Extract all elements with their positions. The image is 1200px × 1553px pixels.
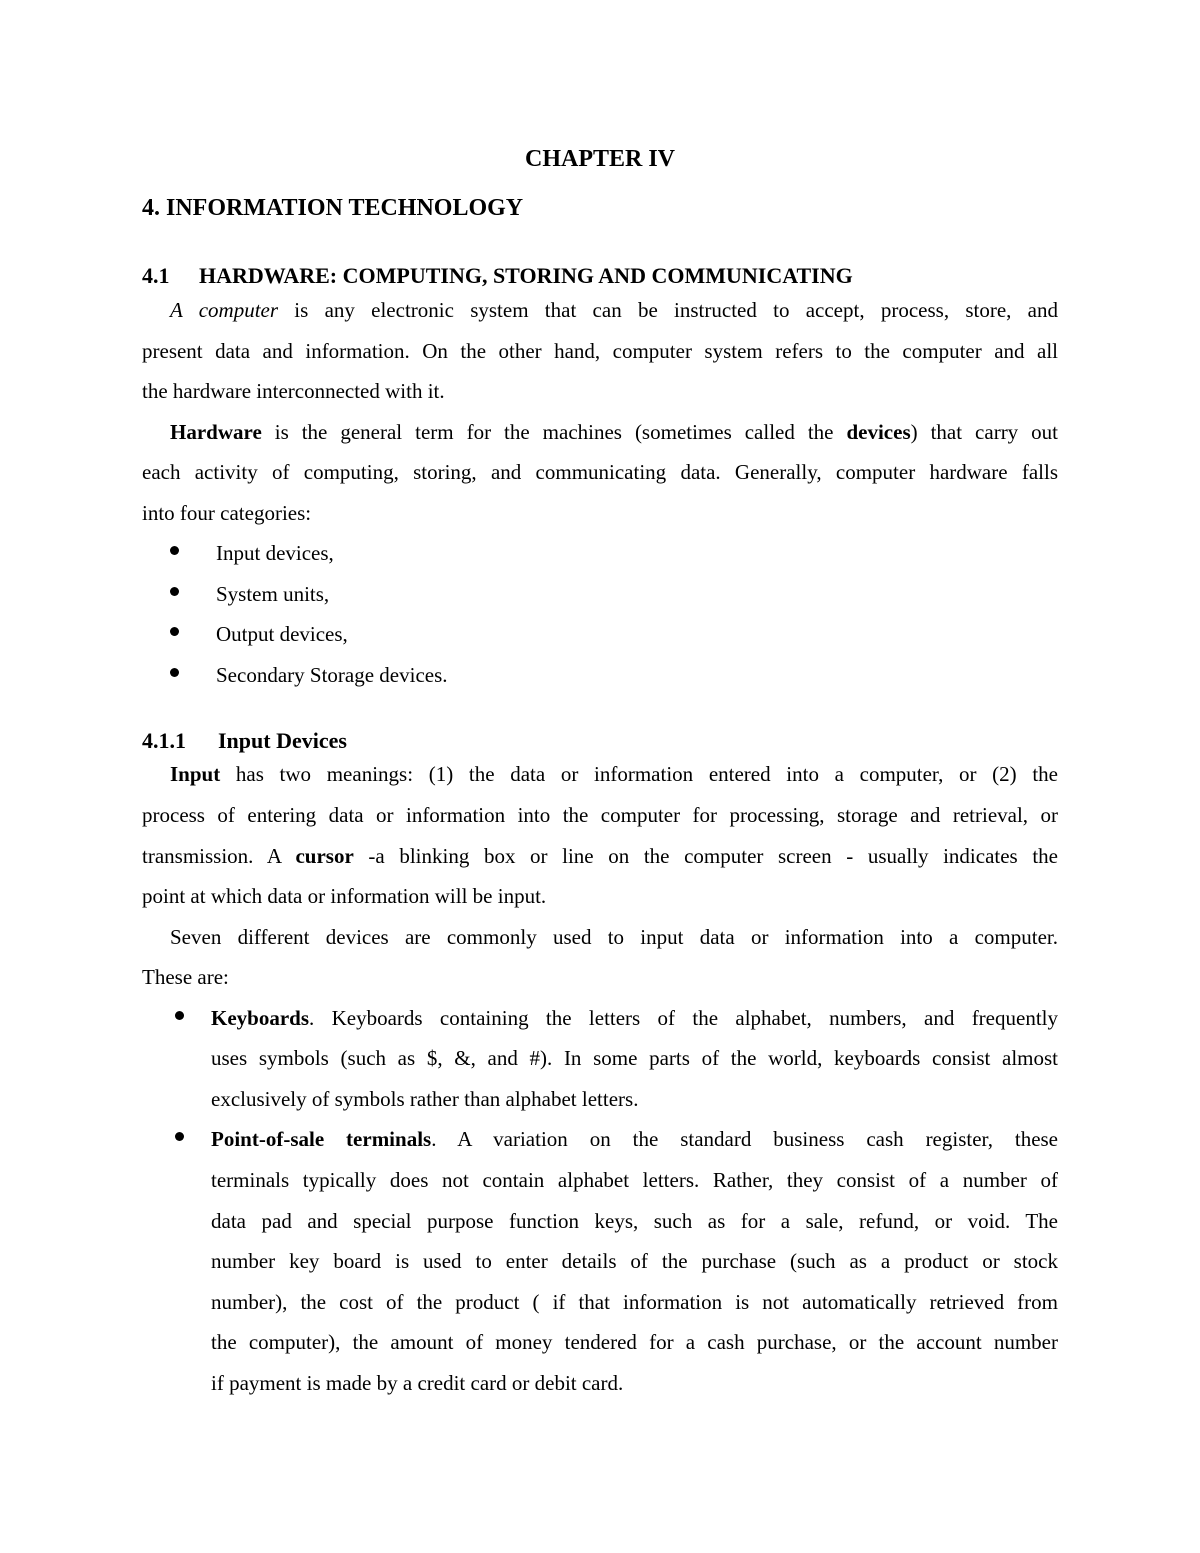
- paragraph-line: [170, 419, 1058, 445]
- bullet-icon: [175, 1011, 184, 1020]
- list-item: System units,: [216, 582, 330, 606]
- text-span: is the general term for the machines (sometimes called the: [261, 420, 847, 444]
- list-item-line: uses symbols (such as $, &, and #). In some parts of the world, keyboards consist almost: [211, 1046, 1058, 1070]
- bullet-icon: [170, 668, 179, 677]
- term-italic: A computer: [170, 298, 279, 322]
- section-number: 4.1: [142, 263, 170, 288]
- list-item-line: number), the cost of the product ( if that information is not automatically retrieved from: [211, 1290, 1058, 1314]
- term-bold: Hardware: [170, 420, 262, 444]
- term-bold: devices: [846, 420, 911, 444]
- list-item: Secondary Storage devices.: [216, 663, 448, 687]
- list-item: [211, 1126, 1058, 1152]
- list-item-line: number key board is used to enter details of the purchase (such as a product or stock: [211, 1249, 1058, 1273]
- list-item: Output devices,: [216, 622, 348, 646]
- list-item-line: if payment is made by a credit card or debit card.: [211, 1371, 624, 1395]
- text-span: is any electronic system that can be instructed to accept, process, store, and: [278, 298, 1058, 322]
- list-item-line: the computer), the amount of money tendered for a cash purchase, or the account number: [211, 1330, 1058, 1354]
- text-span: transmission. A: [142, 844, 296, 868]
- paragraph-line: [170, 761, 1058, 787]
- paragraph-line: [170, 297, 1058, 323]
- section-title: HARDWARE: COMPUTING, STORING AND COMMUNICATING: [199, 263, 853, 288]
- text-span: has two meanings: (1) the data or information entered into a computer, or (2) the: [220, 762, 1058, 786]
- text-span: . A variation on the standard business cash register, these: [431, 1127, 1059, 1151]
- paragraph-line: These are:: [142, 965, 229, 989]
- section-number: 4.1.1: [142, 728, 186, 753]
- text-span: -a blinking box or line on the computer screen - usually indicates the: [353, 844, 1058, 868]
- main-heading: 4. INFORMATION TECHNOLOGY: [142, 195, 524, 221]
- term-bold: Point-of-sale terminals: [211, 1127, 432, 1151]
- paragraph-line: the hardware interconnected with it.: [142, 379, 445, 403]
- list-item: [211, 1005, 1058, 1031]
- list-item-line: terminals typically does not contain alphabet letters. Rather, they consist of a number of: [211, 1168, 1058, 1192]
- bullet-icon: [175, 1132, 184, 1141]
- section-heading-4-1-1: [142, 727, 347, 755]
- bullet-icon: [170, 587, 179, 596]
- paragraph-line: [142, 843, 1058, 869]
- chapter-title: CHAPTER IV: [524, 146, 675, 172]
- list-item: Input devices,: [216, 541, 334, 565]
- bullet-icon: [170, 546, 179, 555]
- text-span: . Keyboards containing the letters of the alphabet, numbers, and frequently: [309, 1006, 1058, 1030]
- term-bold: cursor: [295, 844, 354, 868]
- term-bold: Input: [170, 762, 221, 786]
- paragraph-line: Seven different devices are commonly used to input data or information into a computer.: [170, 925, 1058, 949]
- term-bold: Keyboards: [211, 1006, 310, 1030]
- section-heading-4-1: [142, 262, 853, 290]
- paragraph-line: present data and information. On the other hand, computer system refers to the computer and all: [142, 339, 1058, 363]
- paragraph-line: point at which data or information will be input.: [142, 884, 547, 908]
- list-item-line: data pad and special purpose function keys, such as for a sale, refund, or void. The: [211, 1209, 1058, 1233]
- paragraph-line: into four categories:: [142, 501, 312, 525]
- text-span: ) that carry out: [910, 420, 1058, 444]
- paragraph-line: each activity of computing, storing, and communicating data. Generally, computer hardware falls: [142, 460, 1058, 484]
- paragraph-line: process of entering data or information into the computer for processing, storage and retrieval, or: [142, 803, 1058, 827]
- section-title: Input Devices: [218, 728, 347, 753]
- bullet-icon: [170, 627, 179, 636]
- list-item-line: exclusively of symbols rather than alphabet letters.: [211, 1087, 639, 1111]
